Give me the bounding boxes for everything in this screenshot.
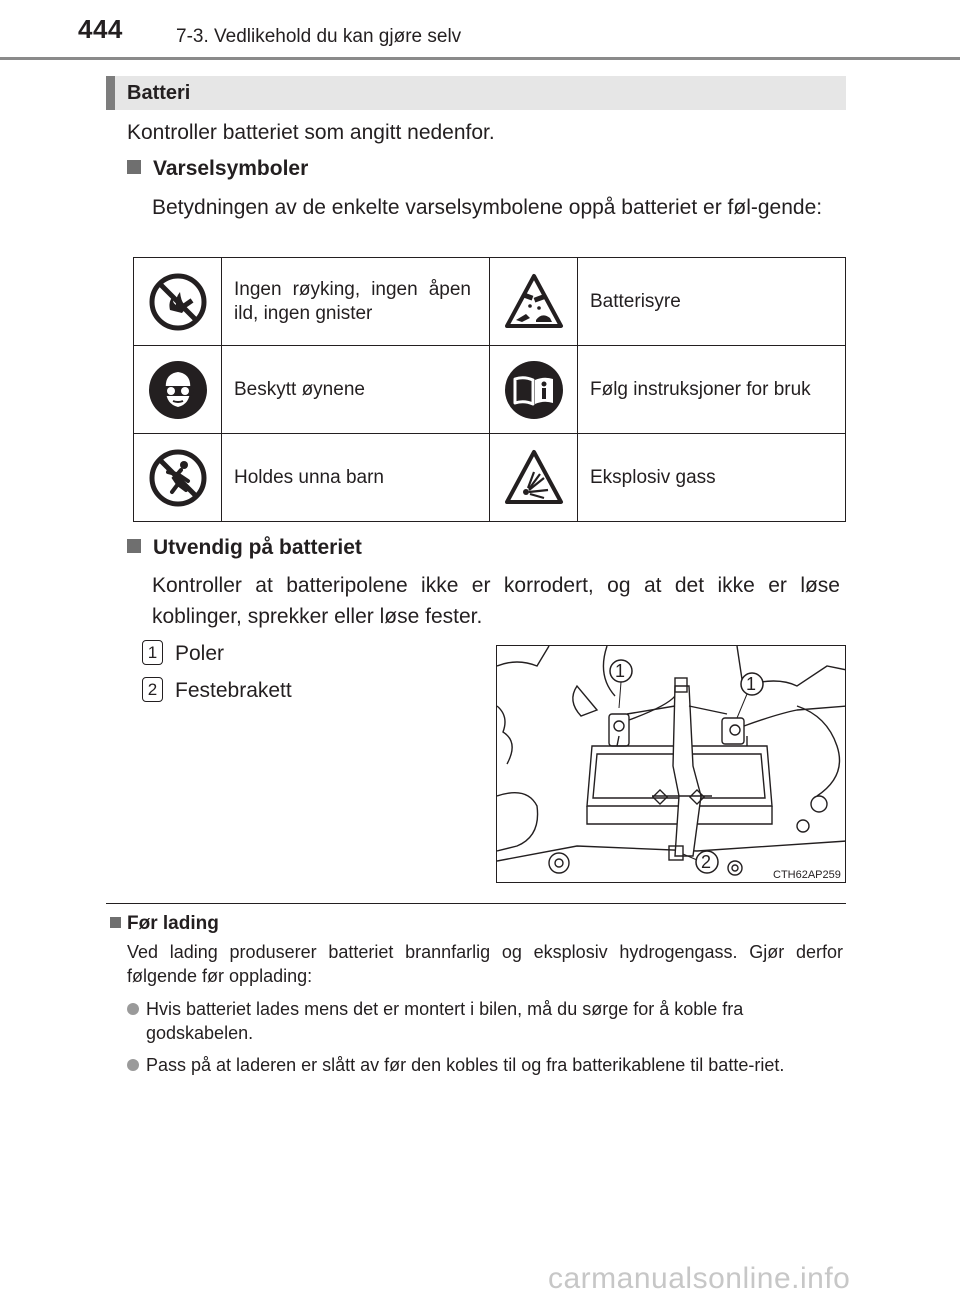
exterior-heading-text: Utvendig på batteriet [153,536,362,559]
legend-label: Festebrakett [175,679,292,702]
table-cell-icon [490,434,578,522]
before-charging-heading [110,913,219,935]
battery-illustration [496,645,846,883]
table-row [134,258,846,346]
table-cell-icon [134,258,222,346]
section-title: Batteri [127,82,191,104]
bullet-text: Hvis batteriet lades mens det er montert i bilen, må du sørge for å koble fra godskabelen. [146,999,744,1043]
table-cell-text: Eksplosiv gass [578,434,846,522]
exterior-heading [127,536,362,560]
chapter-title: 7-3. Vedlikehold du kan gjøre selv [176,26,462,47]
table-cell-text: Holdes unna barn [222,434,490,522]
battery-illustration-drawing [497,646,846,883]
explosive-gas-icon [504,448,564,508]
eye-protection-icon [148,360,208,420]
table-row [134,434,846,522]
figure-code: CTH62AP259 [773,869,841,881]
section-marker [106,76,115,110]
legend-item-1 [142,638,224,669]
square-bullet-icon [127,160,141,174]
table-cell-text: Beskytt øynene [222,346,490,434]
table-row [134,346,846,434]
figure-callout: 1 [746,674,757,694]
bullet-dot-icon [127,1059,139,1071]
table-cell-icon [490,258,578,346]
read-instructions-icon [504,360,564,420]
table-cell-icon [134,434,222,522]
table-cell-text: Batterisyre [578,258,846,346]
before-charging-bullet-1 [127,997,847,1045]
warning-symbols-description: Betydningen av de enkelte varselsymbolene oppå batteriet er føl-gende: [152,196,823,219]
header-rule [0,57,960,60]
figure-callout: 1 [615,661,626,681]
table-cell-text: Følg instruksjoner for bruk [578,346,846,434]
callout-badge: 2 [142,677,163,702]
warning-symbols-heading [127,157,308,181]
figure-callout: 2 [701,852,712,872]
keep-away-from-children-icon [148,448,208,508]
page-number: 444 [78,14,123,44]
table-cell-icon [134,346,222,434]
before-charging-heading-text: Før lading [127,913,219,934]
legend-label: Poler [175,642,225,665]
warning-symbols-heading-text: Varselsymboler [153,157,309,180]
exterior-description: Kontroller at batteripolene ikke er korrodert, og at det ikke er løse koblinger, sprekker eller løse fester. [152,574,840,628]
table-cell-text: Ingen røyking, ingen åpen ild, ingen gnister [222,258,490,346]
square-bullet-icon [110,917,121,928]
section-intro: Kontroller batteriet som angitt nedenfor. [127,121,495,144]
section-divider [106,903,846,904]
no-smoking-no-flame-icon [148,272,208,332]
square-bullet-icon [127,539,141,553]
watermark: carmanualsonline.info [548,1262,851,1295]
warning-symbols-table [133,257,846,522]
section-heading-bar [106,76,846,110]
table-cell-icon [490,346,578,434]
legend-item-2 [142,675,292,706]
bullet-text: Pass på at laderen er slått av før den kobles til og fra batterikablene til batte-riet. [146,1055,785,1075]
callout-badge: 1 [142,640,163,665]
before-charging-bullet-2 [127,1053,847,1077]
bullet-dot-icon [127,1003,139,1015]
battery-acid-icon [504,272,564,332]
before-charging-text: Ved lading produserer batteriet brannfarlig og eksplosiv hydrogengass. Gjør derfor følgende før opplading: [127,942,843,986]
